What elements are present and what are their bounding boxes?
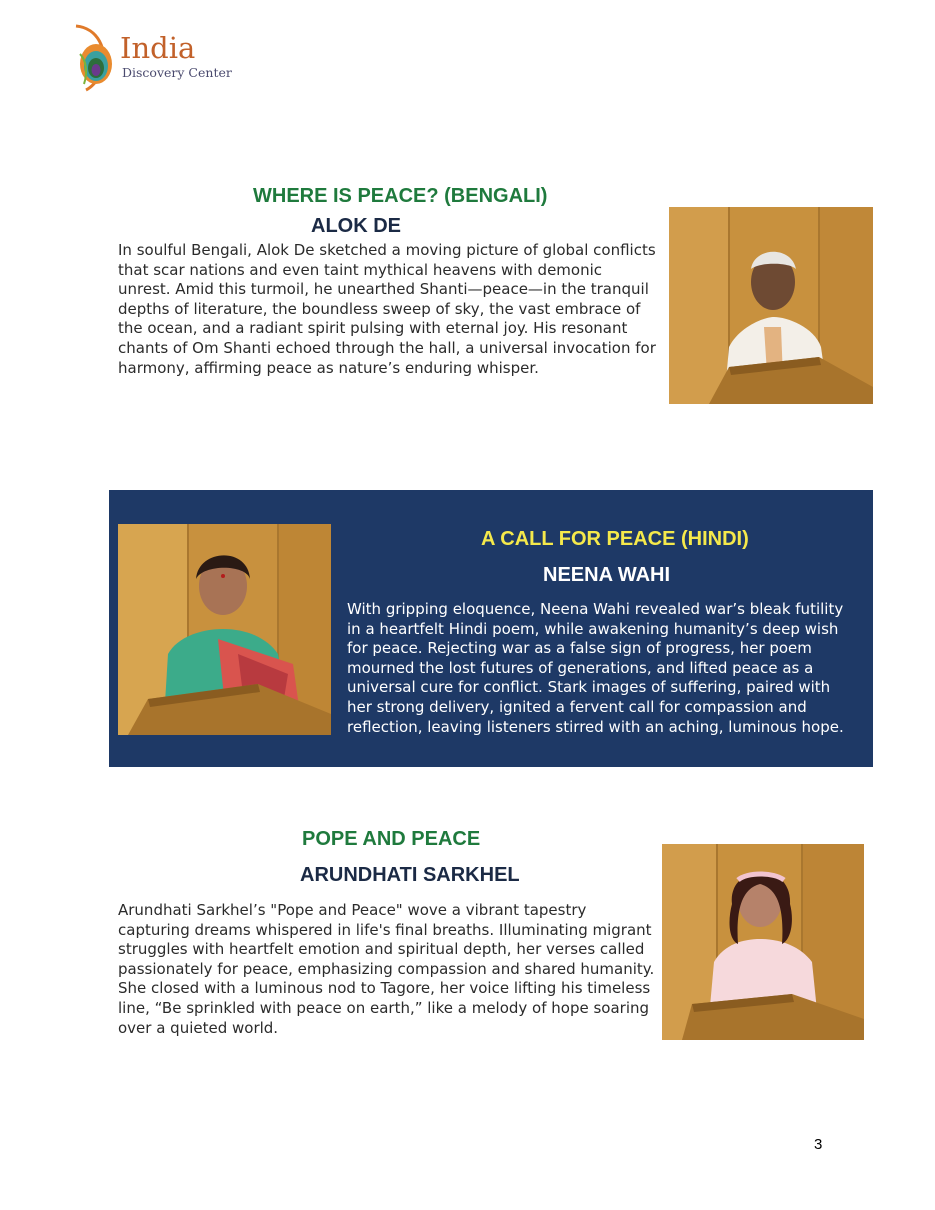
- logo: [68, 20, 243, 92]
- section-1-author: ALOK DE: [311, 215, 401, 237]
- arundhati-sarkhel-photo: [662, 844, 864, 1040]
- section-3-body: Arundhati Sarkhel’s "Pope and Peace" wove a vibrant tapestry capturing dreams whispered in life's final breaths. Illuminating migrant struggles with heartfelt emotion and spiritual depth, her verses called passionately for peace, emphasizing compassion and shared humanity. She closed with a luminous nod to Tagore, her voice lifting his timeless line, “Be sprinkled with peace on earth,” like a melody of hope soaring over a quieted world.: [118, 901, 655, 1037]
- section-2-title: A CALL FOR PEACE (HINDI): [481, 528, 749, 550]
- section-1-body: In soulful Bengali, Alok De sketched a moving picture of global conflicts that scar nations and even taint mythical heavens with demonic unrest. Amid this turmoil, he unearthed Shanti—peace—in the tranquil depths of literature, the boundless sweep of sky, the vast embrace of the ocean, and a radiant spirit pulsing with eternal joy. His resonant chants of Om Shanti echoed through the hall, a universal invocation for harmony, affirming peace as nature’s enduring whisper.: [118, 241, 656, 377]
- logo-wordmark: India: [120, 31, 196, 65]
- peacock-feather-icon: [68, 20, 128, 92]
- section-1-title: WHERE IS PEACE? (BENGALI): [253, 185, 548, 207]
- section-3-title: POPE AND PEACE: [302, 828, 481, 850]
- section-2-body: With gripping eloquence, Neena Wahi revealed war’s bleak futility in a heartfelt Hindi poem, while awakening humanity’s deep wish for peace. Rejecting war as a false sign of progress, her poem mourned the lost futures of generations, and lifted peace as a universal cure for conflict. Stark images of suffering, paired with her strong delivery, ignited a fervent call for compassion and reflection, leaving listeners stirred with an aching, luminous hope.: [347, 600, 844, 736]
- section-2-author: NEENA WAHI: [543, 564, 671, 586]
- section-3-author: ARUNDHATI SARKHEL: [300, 864, 520, 886]
- page-number: 3: [814, 1136, 823, 1153]
- neena-wahi-photo: [118, 524, 331, 735]
- logo-tagline: Discovery Center: [122, 65, 232, 80]
- alok-de-photo: [669, 207, 873, 404]
